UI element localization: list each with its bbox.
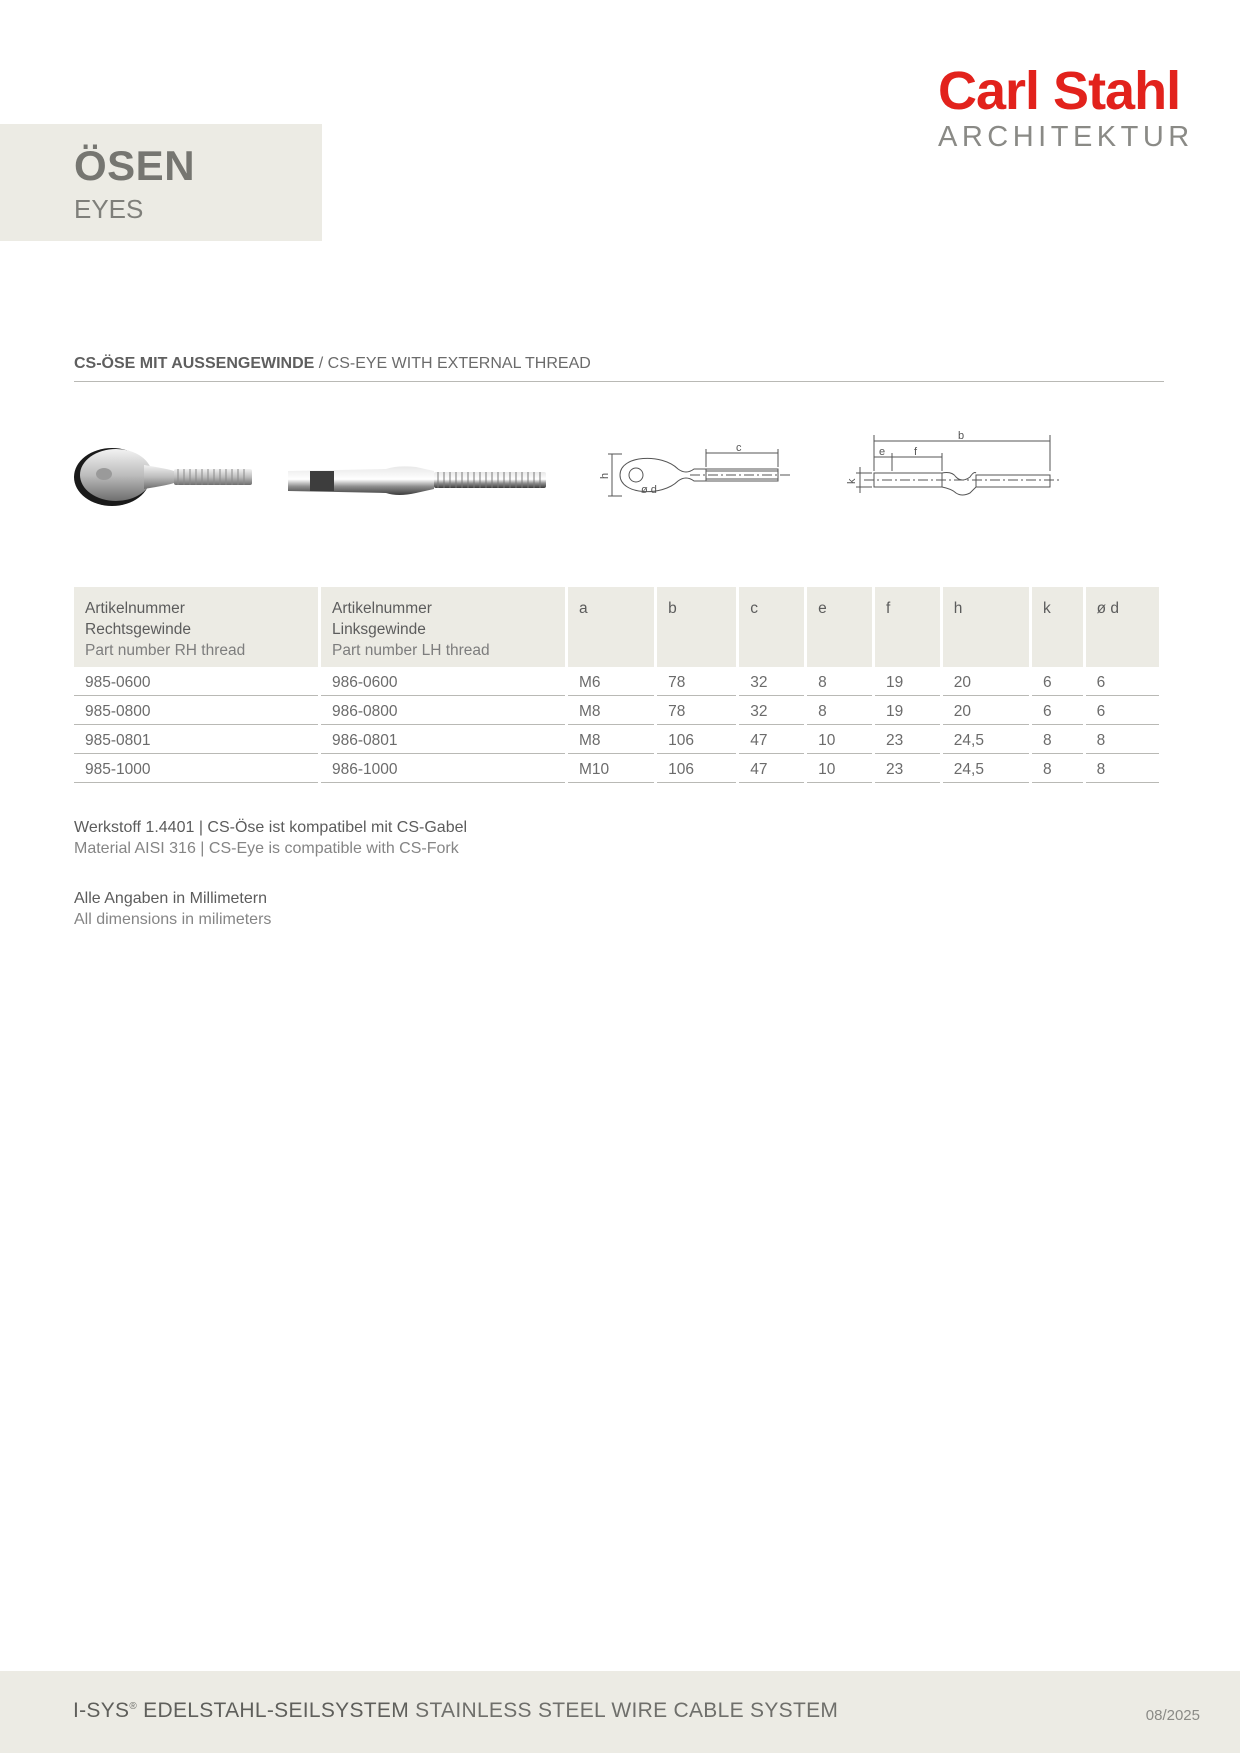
drawing-label-b: b — [958, 430, 965, 442]
units-note-en: All dimensions in milimeters — [74, 911, 272, 928]
column-header-rh: Artikelnummer Rechtsgewinde Part number RH thread — [74, 587, 318, 667]
material-note-de: Werkstoff 1.4401 | CS-Öse ist kompatibel mit CS-Gabel — [74, 819, 468, 836]
cell-b: 78 — [657, 667, 736, 696]
table-row — [74, 725, 1159, 754]
cell-e: 10 — [807, 754, 872, 783]
page-subtitle: EYES — [74, 194, 144, 224]
cell-a: M8 — [568, 696, 654, 725]
footer-registered-mark: ® — [129, 1701, 138, 1712]
cell-a: M10 — [568, 754, 654, 783]
cell-h: 24,5 — [943, 725, 1029, 754]
cell-c: 32 — [739, 667, 804, 696]
cell-k: 8 — [1032, 754, 1083, 783]
footer — [0, 1671, 1240, 1753]
notes — [74, 817, 467, 959]
cell-c: 47 — [739, 725, 804, 754]
footer-brand: I-SYS — [73, 1699, 130, 1722]
table-row — [74, 754, 1159, 783]
drawing-label-e: e — [879, 446, 886, 458]
cell-part-lh: 986-0800 — [321, 696, 565, 725]
page-title-box — [0, 124, 322, 241]
units-note — [74, 888, 467, 930]
section-heading-de: CS-ÖSE MIT AUSSENGEWINDE — [74, 355, 315, 372]
column-header-lh: Artikelnummer Linksgewinde Part number LH thread — [321, 587, 565, 667]
cell-f: 23 — [875, 754, 940, 783]
cell-c: 47 — [739, 754, 804, 783]
eye-photo-top-view — [74, 447, 254, 507]
footer-date: 08/2025 — [1145, 1707, 1200, 1724]
footer-title-de: EDELSTAHL-SEILSYSTEM — [137, 1699, 410, 1722]
cell-part-rh: 985-0801 — [74, 725, 318, 754]
material-note-en: Material AISI 316 | CS-Eye is compatible with CS-Fork — [74, 840, 459, 857]
cell-e: 8 — [807, 696, 872, 725]
column-header-f: f — [875, 587, 940, 667]
column-header-e: e — [807, 587, 872, 667]
cell-part-lh: 986-0801 — [321, 725, 565, 754]
cell-c: 32 — [739, 696, 804, 725]
drawing-label-od: ø d — [641, 484, 657, 496]
eye-photo-side-view — [286, 461, 548, 501]
cell-b: 106 — [657, 754, 736, 783]
drawing-label-c: c — [736, 445, 742, 454]
section-heading — [74, 355, 1164, 382]
cell-od: 8 — [1086, 725, 1159, 754]
units-note-de: Alle Angaben in Millimetern — [74, 890, 267, 907]
cell-b: 78 — [657, 696, 736, 725]
cell-k: 6 — [1032, 667, 1083, 696]
cell-od: 6 — [1086, 667, 1159, 696]
dimensions-table — [71, 587, 1162, 783]
table-header-row — [74, 587, 1159, 667]
cell-h: 20 — [943, 667, 1029, 696]
cell-h: 24,5 — [943, 754, 1029, 783]
cell-part-rh: 985-1000 — [74, 754, 318, 783]
column-header-b: b — [657, 587, 736, 667]
cell-b: 106 — [657, 725, 736, 754]
drawing-label-h: h — [599, 472, 611, 479]
cell-a: M6 — [568, 667, 654, 696]
section-heading-separator: / — [314, 355, 328, 372]
material-note — [74, 817, 467, 859]
cell-part-rh: 985-0800 — [74, 696, 318, 725]
column-header-a: a — [568, 587, 654, 667]
column-header-k: k — [1032, 587, 1083, 667]
cell-f: 23 — [875, 725, 940, 754]
brand-logo — [938, 61, 1194, 153]
section-heading-en: CS-EYE WITH EXTERNAL THREAD — [327, 355, 591, 372]
cell-part-lh: 986-0600 — [321, 667, 565, 696]
cell-part-lh: 986-1000 — [321, 754, 565, 783]
cell-f: 19 — [875, 667, 940, 696]
column-header-h: h — [943, 587, 1029, 667]
cell-e: 8 — [807, 667, 872, 696]
column-header-od: ø d — [1086, 587, 1159, 667]
eye-drawing-top-view — [590, 445, 810, 517]
column-header-c: c — [739, 587, 804, 667]
table-row — [74, 696, 1159, 725]
drawing-label-k: k — [846, 478, 858, 484]
page-title: ÖSEN — [74, 142, 196, 189]
table-row — [74, 667, 1159, 696]
footer-title-en: STAINLESS STEEL WIRE CABLE SYSTEM — [409, 1699, 839, 1722]
logo-brand-text: Carl Stahl — [938, 61, 1181, 121]
product-images — [74, 425, 1074, 525]
logo-sub-text: ARCHITEKTUR — [938, 121, 1194, 153]
footer-title — [73, 1699, 838, 1723]
drawing-label-f: f — [914, 446, 918, 458]
cell-k: 8 — [1032, 725, 1083, 754]
cell-od: 6 — [1086, 696, 1159, 725]
cell-f: 19 — [875, 696, 940, 725]
cell-part-rh: 985-0600 — [74, 667, 318, 696]
cell-a: M8 — [568, 725, 654, 754]
cell-k: 6 — [1032, 696, 1083, 725]
eye-drawing-side-view — [844, 425, 1074, 509]
cell-h: 20 — [943, 696, 1029, 725]
cell-od: 8 — [1086, 754, 1159, 783]
cell-e: 10 — [807, 725, 872, 754]
